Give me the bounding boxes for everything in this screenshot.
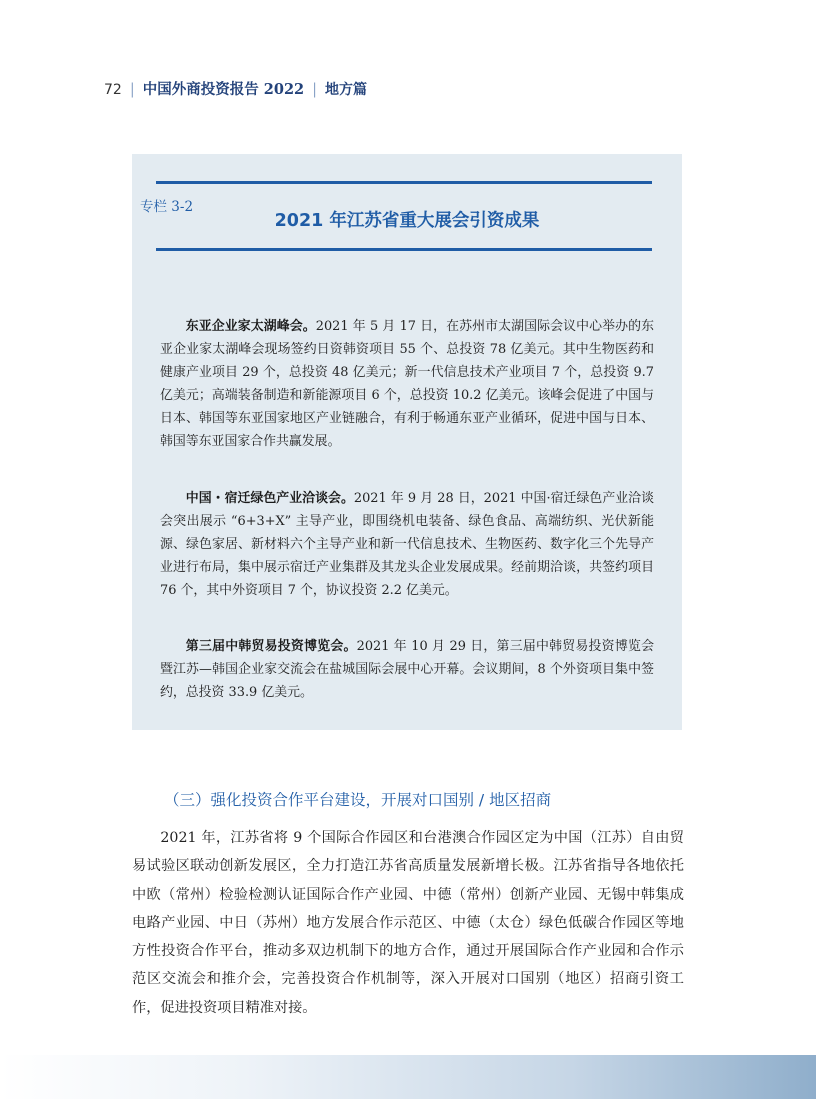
paragraph-lead: 第三届中韩贸易投资博览会。 <box>185 639 357 654</box>
footer-gradient-band <box>0 1055 816 1099</box>
box-paragraph <box>160 635 654 704</box>
header-separator: | <box>312 82 318 98</box>
body-paragraph: 2021 年，江苏省将 9 个国际合作园区和台港澳合作园区定为中国（江苏）自由贸易试验区联动创新发展区，全力打造江苏省高质量发展新增长极。江苏省指导各地依托中欧（常州）检验检测认证国际合作产业园、中德（常州）创新产业园、无锡中韩集成电路产业园、中日（苏州）地方发展合作示范区、中德（太仓）绿色低碳合作园区等地方性投资合作平台，推动多双边机制下的地方合作，通过开展国际合作产业园和合作示范区交流会和推介会，完善投资合作机制等，深入开展对口国别（地区）招商引资工作，促进投资项目精准对接。 <box>132 830 684 1016</box>
paragraph-text: 2021 年 10 月 29 日，第三届中韩贸易投资博览会暨江苏—韩国企业家交流会在盐城国际会展中心开幕。会议期间，8 个外资项目集中签约，总投资 33.9 亿美元。 <box>160 639 654 700</box>
book-title: 中国外商投资报告 2022 <box>142 81 305 98</box>
page-number: 72 <box>104 82 122 98</box>
box-top-rule <box>156 181 652 184</box>
header-separator: | <box>129 82 135 98</box>
page-header <box>104 78 367 99</box>
paragraph-lead: 东亚企业家太湖峰会。 <box>185 319 316 334</box>
box-label: 专栏 3-2 <box>140 199 194 215</box>
sidebar-box <box>132 154 682 730</box>
paragraph-lead: 中国・宿迁绿色产业洽谈会。 <box>185 491 354 506</box>
paragraph-text: 2021 年 5 月 17 日，在苏州市太湖国际会议中心举办的东亚企业家太湖峰会现场签约日资韩资项目 55 个、总投资 78 亿美元。其中生物医药和健康产业项目 29 个，总投资 48 亿美元；新一代信息技术产业项目 7 个，总投资 9.7 亿美元；高端装备制造和新能源项目 6 个，总投资 10.2 亿美元。该峰会促进了中国与日本、韩国等东亚国家地区产业链融合，有利于畅通东亚产业循环，促进中国与日本、韩国等东亚国家合作共赢发展。 <box>160 319 655 449</box>
box-title: 2021 年江苏省重大展会引资成果 <box>274 211 540 231</box>
box-paragraph <box>160 315 654 453</box>
section-heading: （三）强化投资合作平台建设，开展对口国别 / 地区招商 <box>164 791 552 809</box>
box-paragraph <box>160 487 654 602</box>
paragraph-text: 2021 年 9 月 28 日，2021 中国·宿迁绿色产业洽谈会突出展示 “6+3+X” 主导产业，即围绕机电装备、绿色食品、高端纺织、光伏新能源、绿色家居、新材料六个主导产业和新一代信息技术、生物医药、数字化三个先导产业进行布局，集中展示宿迁产业集群及其龙头企业发展成果。经前期洽谈，共签约项目 76 个，其中外资项目 7 个，协议投资 2.2 亿美元。 <box>160 491 654 598</box>
section-name: 地方篇 <box>325 82 368 98</box>
box-bottom-rule <box>156 248 652 251</box>
